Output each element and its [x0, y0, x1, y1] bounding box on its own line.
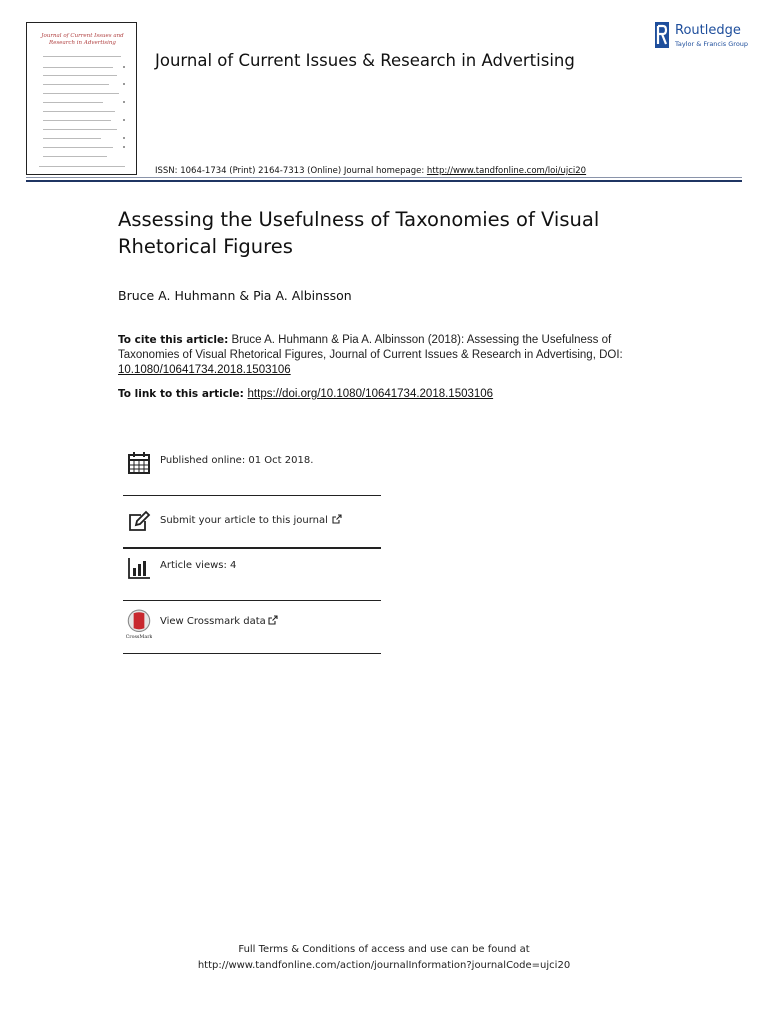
article-authors: Bruce A. Huhmann & Pia A. Albinsson	[118, 288, 352, 303]
bar-chart-icon	[127, 556, 151, 580]
cover-title: Journal of Current Issues and Research in Advertising	[41, 33, 124, 46]
journal-cover-thumbnail	[26, 22, 137, 175]
crossmark-label: View Crossmark data	[160, 616, 266, 627]
views-row	[123, 543, 381, 593]
header-rule	[26, 180, 742, 182]
journal-homepage-link[interactable]: http://www.tandfonline.com/loi/ujci20	[426, 166, 587, 176]
external-link-icon	[268, 615, 278, 625]
crossmark-link[interactable]	[160, 615, 278, 627]
crossmark-row[interactable]	[123, 598, 381, 648]
submit-label: Submit your article to this journal	[160, 515, 328, 526]
publisher-logo	[655, 22, 747, 50]
article-link-block	[118, 388, 493, 400]
terms-line: Full Terms & Conditions of access and use can be found at	[238, 944, 530, 955]
publisher-subtitle: Taylor & Francis Group	[675, 40, 749, 48]
crossmark-badge-text: CrossMark	[126, 634, 152, 639]
publisher-name: Routledge	[675, 23, 741, 38]
submit-row[interactable]	[123, 497, 381, 547]
routledge-r-icon	[655, 22, 669, 48]
citation-block	[118, 333, 658, 378]
issn-text: ISSN: 1064-1734 (Print) 2164-7313 (Online) Journal homepage:	[155, 166, 427, 176]
divider	[123, 653, 381, 654]
published-date: Published online: 01 Oct 2018.	[160, 455, 314, 466]
cite-text: Bruce A. Huhmann & Pia A. Albinsson (2018): Assessing the Usefulness of Taxonomies of Visual Rhetorical Figures, Journal of Current Issues & Research in Advertising, DOI:	[118, 334, 623, 361]
edit-icon	[127, 510, 151, 534]
terms-url[interactable]: http://www.tandfonline.com/action/journalInformation?journalCode=ujci20	[197, 960, 571, 971]
terms-footer	[0, 942, 768, 974]
journal-title: Journal of Current Issues & Research in Advertising	[155, 51, 575, 70]
link-label: To link to this article:	[118, 388, 248, 400]
article-views: Article views: 4	[160, 560, 237, 571]
published-row	[123, 438, 381, 488]
article-title: Assessing the Usefulness of Taxonomies of Visual Rhetorical Figures	[118, 208, 600, 258]
external-link-icon	[332, 514, 342, 524]
divider	[123, 495, 381, 496]
issn-line	[155, 166, 586, 176]
doi-url-link[interactable]: https://doi.org/10.1080/10641734.2018.1503106	[247, 388, 494, 400]
crossmark-icon	[126, 609, 152, 639]
cite-label: To cite this article:	[118, 334, 229, 346]
calendar-icon	[127, 451, 151, 475]
doi-link[interactable]: 10.1080/10641734.2018.1503106	[118, 364, 291, 376]
header-rule-thin	[26, 177, 742, 178]
submit-article-link[interactable]	[160, 514, 342, 526]
